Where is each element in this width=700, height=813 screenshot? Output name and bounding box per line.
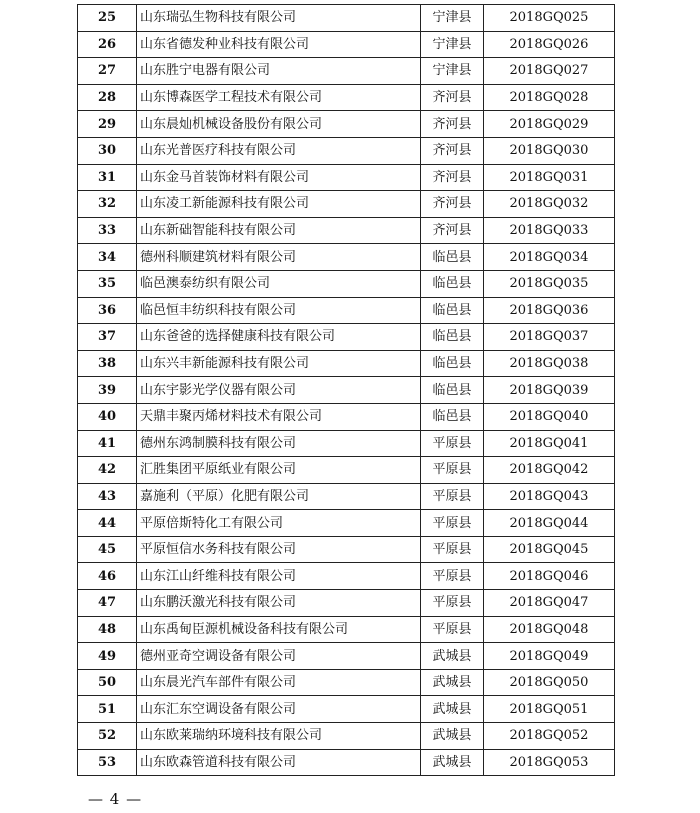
county-name: 武城县 (421, 696, 484, 723)
registration-code: 2018GQ046 (484, 563, 615, 590)
registration-code: 2018GQ052 (484, 723, 615, 750)
company-list-table (77, 4, 615, 776)
table-row (78, 270, 615, 297)
county-name: 宁津县 (421, 58, 484, 85)
row-number: 52 (78, 723, 137, 750)
row-number: 40 (78, 403, 137, 430)
company-name: 德州亚奇空调设备有限公司 (137, 643, 421, 670)
row-number: 25 (78, 5, 137, 32)
registration-code: 2018GQ036 (484, 297, 615, 324)
row-number: 31 (78, 164, 137, 191)
company-name: 山东欧莱瑞纳环境科技有限公司 (137, 723, 421, 750)
table-row (78, 403, 615, 430)
registration-code: 2018GQ033 (484, 217, 615, 244)
registration-code: 2018GQ051 (484, 696, 615, 723)
registration-code: 2018GQ041 (484, 430, 615, 457)
row-number: 47 (78, 590, 137, 617)
table-row (78, 111, 615, 138)
company-name: 山东宇影光学仪器有限公司 (137, 377, 421, 404)
company-name: 山东江山纤维科技有限公司 (137, 563, 421, 590)
registration-code: 2018GQ043 (484, 483, 615, 510)
registration-code: 2018GQ034 (484, 244, 615, 271)
table-row (78, 164, 615, 191)
company-name: 山东胜宁电器有限公司 (137, 58, 421, 85)
county-name: 平原县 (421, 510, 484, 537)
county-name: 宁津县 (421, 5, 484, 32)
company-name: 山东爸爸的选择健康科技有限公司 (137, 324, 421, 351)
table-row (78, 457, 615, 484)
county-name: 武城县 (421, 669, 484, 696)
table-row (78, 536, 615, 563)
county-name: 齐河县 (421, 111, 484, 138)
row-number: 49 (78, 643, 137, 670)
page-number: — 4 — (88, 790, 143, 808)
company-name: 德州东鸿制膜科技有限公司 (137, 430, 421, 457)
company-name: 天鼎丰聚丙烯材料技术有限公司 (137, 403, 421, 430)
registration-code: 2018GQ032 (484, 191, 615, 218)
registration-code: 2018GQ053 (484, 749, 615, 776)
row-number: 34 (78, 244, 137, 271)
table-row (78, 137, 615, 164)
company-name: 嘉施利（平原）化肥有限公司 (137, 483, 421, 510)
table-row (78, 643, 615, 670)
table-row (78, 696, 615, 723)
county-name: 临邑县 (421, 377, 484, 404)
row-number: 48 (78, 616, 137, 643)
county-name: 齐河县 (421, 84, 484, 111)
row-number: 37 (78, 324, 137, 351)
company-name: 山东光普医疗科技有限公司 (137, 137, 421, 164)
registration-code: 2018GQ026 (484, 31, 615, 58)
row-number: 50 (78, 669, 137, 696)
county-name: 临邑县 (421, 297, 484, 324)
registration-code: 2018GQ050 (484, 669, 615, 696)
county-name: 平原县 (421, 563, 484, 590)
table-row (78, 590, 615, 617)
registration-code: 2018GQ047 (484, 590, 615, 617)
county-name: 齐河县 (421, 164, 484, 191)
registration-code: 2018GQ038 (484, 350, 615, 377)
registration-code: 2018GQ044 (484, 510, 615, 537)
table-row (78, 483, 615, 510)
county-name: 临邑县 (421, 350, 484, 377)
table-row (78, 84, 615, 111)
county-name: 宁津县 (421, 31, 484, 58)
company-name: 山东瑞弘生物科技有限公司 (137, 5, 421, 32)
county-name: 武城县 (421, 643, 484, 670)
county-name: 临邑县 (421, 244, 484, 271)
table-row (78, 297, 615, 324)
row-number: 27 (78, 58, 137, 85)
company-list-body (78, 5, 615, 776)
company-name: 山东博森医学工程技术有限公司 (137, 84, 421, 111)
company-name: 临邑澳泰纺织有限公司 (137, 270, 421, 297)
row-number: 41 (78, 430, 137, 457)
row-number: 32 (78, 191, 137, 218)
row-number: 29 (78, 111, 137, 138)
registration-code: 2018GQ025 (484, 5, 615, 32)
registration-code: 2018GQ040 (484, 403, 615, 430)
registration-code: 2018GQ030 (484, 137, 615, 164)
company-name: 汇胜集团平原纸业有限公司 (137, 457, 421, 484)
company-name: 山东凌工新能源科技有限公司 (137, 191, 421, 218)
row-number: 42 (78, 457, 137, 484)
table-row (78, 191, 615, 218)
county-name: 平原县 (421, 483, 484, 510)
row-number: 45 (78, 536, 137, 563)
county-name: 齐河县 (421, 217, 484, 244)
county-name: 临邑县 (421, 270, 484, 297)
row-number: 33 (78, 217, 137, 244)
table-row (78, 350, 615, 377)
table-row (78, 324, 615, 351)
company-name: 德州科顺建筑材料有限公司 (137, 244, 421, 271)
table-row (78, 244, 615, 271)
registration-code: 2018GQ028 (484, 84, 615, 111)
registration-code: 2018GQ035 (484, 270, 615, 297)
county-name: 齐河县 (421, 137, 484, 164)
registration-code: 2018GQ049 (484, 643, 615, 670)
row-number: 39 (78, 377, 137, 404)
registration-code: 2018GQ031 (484, 164, 615, 191)
registration-code: 2018GQ029 (484, 111, 615, 138)
row-number: 51 (78, 696, 137, 723)
registration-code: 2018GQ037 (484, 324, 615, 351)
table-row (78, 510, 615, 537)
row-number: 30 (78, 137, 137, 164)
company-name: 山东鹏沃激光科技有限公司 (137, 590, 421, 617)
county-name: 武城县 (421, 723, 484, 750)
company-name: 山东汇东空调设备有限公司 (137, 696, 421, 723)
table-row (78, 563, 615, 590)
row-number: 53 (78, 749, 137, 776)
row-number: 26 (78, 31, 137, 58)
row-number: 35 (78, 270, 137, 297)
table-row (78, 616, 615, 643)
row-number: 43 (78, 483, 137, 510)
table-row (78, 217, 615, 244)
county-name: 平原县 (421, 590, 484, 617)
county-name: 临邑县 (421, 403, 484, 430)
company-name: 山东省德发种业科技有限公司 (137, 31, 421, 58)
county-name: 平原县 (421, 536, 484, 563)
company-name: 山东金马首装饰材料有限公司 (137, 164, 421, 191)
county-name: 平原县 (421, 616, 484, 643)
county-name: 临邑县 (421, 324, 484, 351)
table-row (78, 31, 615, 58)
company-name: 山东欧森管道科技有限公司 (137, 749, 421, 776)
registration-code: 2018GQ027 (484, 58, 615, 85)
county-name: 齐河县 (421, 191, 484, 218)
company-name: 山东晨灿机械设备股份有限公司 (137, 111, 421, 138)
row-number: 28 (78, 84, 137, 111)
county-name: 平原县 (421, 430, 484, 457)
registration-code: 2018GQ039 (484, 377, 615, 404)
registration-code: 2018GQ042 (484, 457, 615, 484)
company-name: 平原恒信水务科技有限公司 (137, 536, 421, 563)
company-name: 临邑恒丰纺织科技有限公司 (137, 297, 421, 324)
company-name: 山东新础智能科技有限公司 (137, 217, 421, 244)
table-row (78, 377, 615, 404)
company-name: 山东兴丰新能源科技有限公司 (137, 350, 421, 377)
table-row (78, 58, 615, 85)
row-number: 36 (78, 297, 137, 324)
row-number: 38 (78, 350, 137, 377)
company-name: 山东禹甸臣源机械设备科技有限公司 (137, 616, 421, 643)
table-row (78, 5, 615, 32)
registration-code: 2018GQ045 (484, 536, 615, 563)
table-row (78, 723, 615, 750)
row-number: 46 (78, 563, 137, 590)
company-name: 山东晨光汽车部件有限公司 (137, 669, 421, 696)
county-name: 平原县 (421, 457, 484, 484)
table-row (78, 749, 615, 776)
row-number: 44 (78, 510, 137, 537)
table-row (78, 669, 615, 696)
county-name: 武城县 (421, 749, 484, 776)
registration-code: 2018GQ048 (484, 616, 615, 643)
table-row (78, 430, 615, 457)
company-name: 平原倍斯特化工有限公司 (137, 510, 421, 537)
